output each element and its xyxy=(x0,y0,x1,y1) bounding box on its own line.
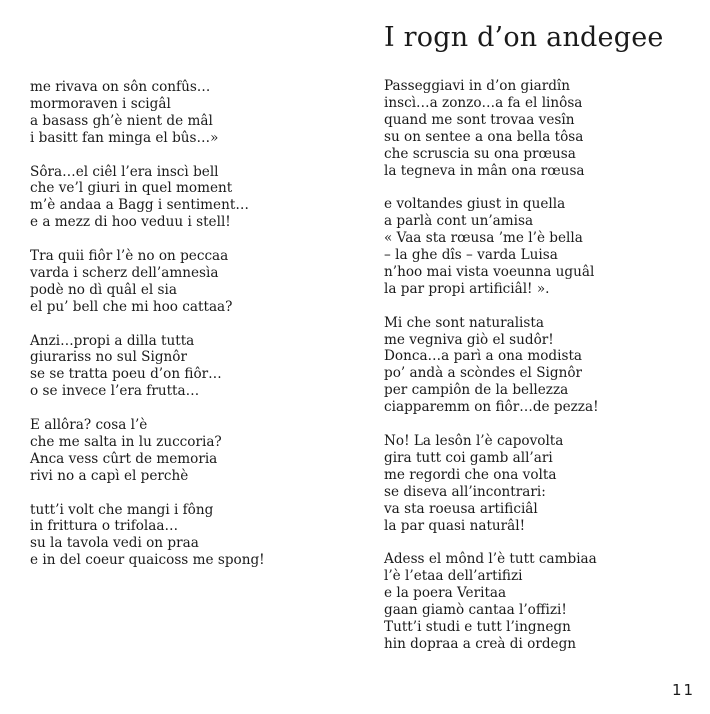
right-poem-column xyxy=(384,78,684,670)
poem-line: Anca vess cûrt de memoria xyxy=(30,450,218,467)
poem-line: – la ghe dîs – varda Luisa xyxy=(384,247,558,264)
poem-line: giurariss no sul Signôr xyxy=(30,349,187,366)
poem-line: « Vaa sta rœusa ’me l’è bella xyxy=(384,230,583,247)
poem-line: Donca…a parì a ona modista xyxy=(384,348,583,365)
poem-line: la tegneva in mân ona rœusa xyxy=(384,162,585,179)
poem-line: me vegniva giò el sudôr! xyxy=(384,331,554,348)
poem-line: i basitt fan minga el bûs…» xyxy=(30,129,219,146)
poem-line: me regordi che ona volta xyxy=(384,466,557,483)
poem-line: e a mezz di hoo veduu i stell! xyxy=(30,214,231,231)
poem-line: o se invece l’era frutta… xyxy=(30,383,200,400)
poem-line: va sta roeusa artificiâl xyxy=(384,500,538,517)
poem-line: m’è andaa a Bagg i sentiment… xyxy=(30,197,249,214)
poem-line: che scruscia su ona prœusa xyxy=(384,145,576,162)
poem-line: la par propi artificiâl! ». xyxy=(384,280,550,297)
poem-line: gaan giamò cantaa l’offizi! xyxy=(384,602,567,619)
poem-line: a parlà cont un’amisa xyxy=(384,213,534,230)
stanza xyxy=(384,78,684,179)
stanza xyxy=(30,417,330,485)
poem-line: Sôra…el ciêl l’era inscì bell xyxy=(30,163,219,180)
poem-line: e in del coeur quaicoss me spong! xyxy=(30,552,265,569)
poem-line: inscì…a zonzo…a fa el linôsa xyxy=(384,94,583,111)
poem-line: che me salta in lu zuccoria? xyxy=(30,433,222,450)
stanza xyxy=(384,433,684,534)
poem-line: Mi che sont naturalista xyxy=(384,314,544,331)
poem-line: Anzi…propi a dilla tutta xyxy=(30,332,195,349)
poem-line: la par quasi naturâl! xyxy=(384,517,526,534)
poem-line: hin dopraa a creà di ordegn xyxy=(384,635,577,652)
poem-line: su la tavola vedi on praa xyxy=(30,535,199,552)
poem-line: ciapparemm on fiôr…de pezza! xyxy=(384,399,599,416)
poem-line: E allôra? cosa l’è xyxy=(30,417,148,434)
poem-line: mormoraven i scigâl xyxy=(30,95,171,112)
stanza xyxy=(384,196,684,297)
stanza xyxy=(30,79,330,147)
poem-line: n’hoo mai vista voeunna uguâl xyxy=(384,263,595,280)
poem-line: Tra quii fiôr l’è no on peccaa xyxy=(30,248,229,265)
poem-line: e la poera Veritaa xyxy=(384,585,507,602)
stanza xyxy=(30,333,330,401)
poem-line: Passeggiavi in d’on giardîn xyxy=(384,78,571,94)
poem-line: in frittura o trifolaa… xyxy=(30,518,179,535)
poem-line: gira tutt coi gamb all’ari xyxy=(384,449,553,466)
poem-line: Adess el mônd l’è tutt cambiaa xyxy=(384,551,597,568)
poem-line: podè no dì quâl el sia xyxy=(30,281,177,298)
poem-line: a basass gh’è nient de mâl xyxy=(30,112,213,129)
poem-line: po’ andà a scòndes el Signôr xyxy=(384,365,583,382)
poem-line: l’è l’etaa dell’artifizi xyxy=(384,568,523,585)
stanza xyxy=(30,164,330,232)
poem-line: quand me sont trovaa vesîn xyxy=(384,111,575,128)
poem-line: se se tratta poeu d’on fiôr… xyxy=(30,366,222,383)
poem-line: rivi no a capì el perchè xyxy=(30,467,189,484)
poem-line: per campiôn de la bellezza xyxy=(384,382,569,399)
stanza xyxy=(30,502,330,570)
stanza xyxy=(384,315,684,416)
poem-line: varda i scherz dell’amnesìa xyxy=(30,264,219,281)
poem-line: Tutt’i studi e tutt l’ingnegn xyxy=(384,618,571,635)
poem-line: su on sentee a ona bella tôsa xyxy=(384,128,584,145)
poem-title: I rogn d’on andegee xyxy=(384,22,664,53)
poem-line: e voltandes giust in quella xyxy=(384,196,566,213)
stanza xyxy=(384,551,684,652)
poem-line: che ve’l giuri in quel moment xyxy=(30,180,233,197)
poem-line: me rivava on sôn confûs… xyxy=(30,79,211,95)
stanza xyxy=(30,248,330,316)
poem-line: No! La lesôn l’è capovolta xyxy=(384,432,564,449)
left-poem-column xyxy=(30,79,330,586)
poem-line: se diseva all’incontrari: xyxy=(384,483,546,500)
poem-line: el pu’ bell che mi hoo cattaa? xyxy=(30,298,233,315)
page-number: 11 xyxy=(672,681,696,699)
poem-line: tutt’i volt che mangi i fông xyxy=(30,501,214,518)
